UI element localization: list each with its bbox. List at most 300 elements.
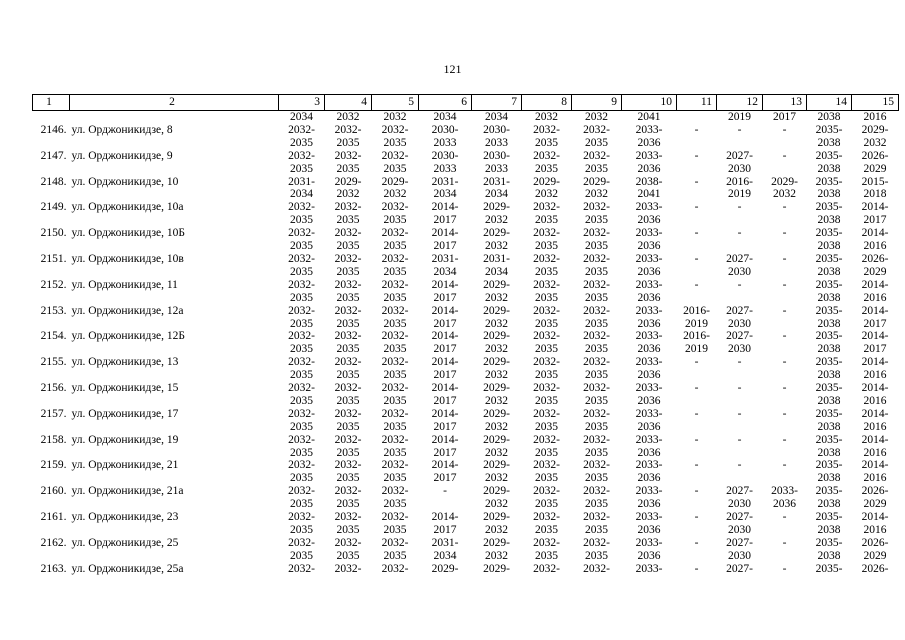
period-end: 2035 <box>290 136 313 149</box>
period-start: 2032- <box>381 330 409 343</box>
row-number: 2163. <box>40 562 67 575</box>
table-row <box>33 253 899 279</box>
period-cell <box>522 176 572 202</box>
period-cell <box>419 356 472 382</box>
period-end <box>677 163 717 176</box>
period-cell <box>279 563 325 589</box>
period-start: 2030- <box>483 149 510 162</box>
period-cell <box>325 459 372 485</box>
period-end <box>763 421 807 434</box>
period-cell <box>763 150 807 176</box>
period-end: 2038 <box>817 498 841 511</box>
period-cell <box>763 434 807 460</box>
row-number: 2160. <box>40 485 67 498</box>
period-end: 2019 <box>685 317 708 330</box>
period-start: 2032- <box>533 407 560 420</box>
period-end: 2035 <box>290 317 313 330</box>
year-cell: 2034 <box>433 111 457 123</box>
period-end: 2017 <box>433 240 457 253</box>
period-start: - <box>782 536 787 549</box>
period-end: 2036 <box>637 472 661 485</box>
period-start: 2014- <box>431 459 459 472</box>
period-end: 2035 <box>383 472 407 485</box>
period-end: 2032 <box>485 394 508 407</box>
period-start: 2032- <box>288 459 315 472</box>
period-start: - <box>694 536 699 549</box>
period-end: 2029 <box>863 549 887 562</box>
period-start: 2032- <box>334 382 362 395</box>
period-end: 2035 <box>383 394 407 407</box>
period-cell <box>419 305 472 331</box>
period-end: 2016 <box>863 291 887 304</box>
period-cell <box>717 330 763 356</box>
period-start: 2032- <box>381 227 409 240</box>
period-end: 2032 <box>485 317 508 330</box>
period-start: 2035- <box>815 407 843 420</box>
period-end: 2036 <box>637 394 661 407</box>
period-cell <box>572 537 622 563</box>
year-cell: 2016 <box>863 111 887 123</box>
period-cell <box>325 305 372 331</box>
period-end: 2035 <box>535 343 558 356</box>
period-end: 2035 <box>336 291 360 304</box>
period-end: 2034 <box>433 549 457 562</box>
period-cell <box>572 434 622 460</box>
period-cell <box>372 150 419 176</box>
period-start: - <box>737 407 742 420</box>
table-row <box>33 124 899 150</box>
period-end: 2017 <box>433 369 457 382</box>
period-end: 2035 <box>290 394 313 407</box>
period-end <box>419 498 472 511</box>
period-start: 2027- <box>726 330 753 343</box>
period-cell <box>472 485 522 511</box>
period-cell <box>325 124 372 150</box>
period-start: - <box>782 459 787 472</box>
period-end: 2035 <box>585 524 608 536</box>
header-row <box>33 95 899 111</box>
period-start: - <box>782 201 787 214</box>
period-start: 2032- <box>381 562 409 575</box>
period-cell <box>807 124 852 150</box>
period-start: 2032- <box>334 536 362 549</box>
table-row <box>33 408 899 434</box>
period-start: 2016- <box>683 304 710 317</box>
period-end <box>677 188 717 201</box>
period-cell <box>325 150 372 176</box>
period-start: 2029- <box>483 356 510 369</box>
column-header-14: 14 <box>807 95 852 111</box>
period-cell <box>325 563 372 589</box>
period-start: 2032- <box>583 511 610 524</box>
year-cell: 2034 <box>290 111 313 123</box>
row-number: 2156. <box>40 382 67 395</box>
period-start: 2032- <box>381 356 409 369</box>
period-end: 2016 <box>863 446 887 459</box>
period-end: 2035 <box>535 420 558 433</box>
period-cell <box>325 485 372 511</box>
period-start: - <box>782 433 787 446</box>
period-cell <box>677 253 717 279</box>
period-start: - <box>782 407 787 420</box>
period-cell <box>717 279 763 305</box>
period-start: 2032- <box>288 485 315 498</box>
period-cell <box>279 408 325 434</box>
year-cell: 2032 <box>383 111 407 123</box>
period-cell <box>622 356 677 382</box>
period-end: 2032 <box>485 369 508 382</box>
period-cell <box>522 434 572 460</box>
period-cell <box>677 124 717 150</box>
table-row <box>33 459 899 485</box>
period-end <box>677 472 717 485</box>
period-start: 2032- <box>583 459 610 472</box>
period-end <box>372 576 419 589</box>
period-end: 2035 <box>290 446 313 459</box>
period-end: 2036 <box>637 291 661 304</box>
period-cell <box>279 434 325 460</box>
period-start: 2026- <box>861 149 889 162</box>
period-end: 2035 <box>585 498 608 511</box>
period-end: 2036 <box>637 369 661 382</box>
period-end: 2016 <box>863 394 887 407</box>
period-cell <box>279 485 325 511</box>
period-end: 2033 <box>433 162 457 175</box>
period-start: - <box>694 356 699 369</box>
period-end: 2038 <box>817 369 841 382</box>
period-start: 2035- <box>815 536 843 549</box>
address-cell: ул. Орджоникидзе, 21 <box>71 459 179 472</box>
period-end: 2035 <box>535 136 558 149</box>
period-cell <box>419 279 472 305</box>
column-header-4: 4 <box>325 95 372 111</box>
period-end: 2016 <box>863 420 887 433</box>
period-start: 2029- <box>483 304 510 317</box>
period-end <box>717 421 763 434</box>
period-cell <box>372 124 419 150</box>
period-end: 2038 <box>817 188 841 201</box>
period-end: 2035 <box>290 240 313 253</box>
period-end: 2017 <box>863 317 887 330</box>
period-end: 2032 <box>383 188 407 201</box>
period-end <box>279 576 325 589</box>
period-cell <box>852 511 899 537</box>
period-cell <box>852 434 899 460</box>
period-start: 2027- <box>726 252 753 265</box>
period-cell <box>852 408 899 434</box>
row-number: 2159. <box>40 459 67 472</box>
period-cell <box>372 176 419 202</box>
year-cell: 2038 <box>817 111 841 123</box>
period-start: 2032- <box>288 382 315 395</box>
period-cell <box>325 176 372 202</box>
table-row <box>33 150 899 176</box>
period-cell <box>472 124 522 150</box>
period-cell <box>472 459 522 485</box>
period-end: 2034 <box>290 188 313 201</box>
address-cell: ул. Орджоникидзе, 11 <box>71 278 178 291</box>
period-end: 2036 <box>637 317 661 330</box>
period-end: 2035 <box>336 162 360 175</box>
period-start: 2032- <box>334 123 362 136</box>
address-cell: ул. Орджоникидзе, 8 <box>71 123 173 136</box>
period-end <box>852 576 899 589</box>
period-cell <box>372 382 419 408</box>
period-cell <box>852 356 899 382</box>
period-cell <box>419 201 472 227</box>
period-cell <box>522 227 572 253</box>
period-start: 2032- <box>583 407 610 420</box>
period-cell <box>717 176 763 202</box>
period-end <box>677 292 717 305</box>
period-end: 2038 <box>817 214 841 227</box>
period-cell <box>677 563 717 589</box>
period-end: 2035 <box>290 420 313 433</box>
period-start: 2032- <box>334 407 362 420</box>
period-start: 2035- <box>815 459 843 472</box>
period-end <box>419 576 472 589</box>
period-end: 2032 <box>485 343 508 356</box>
period-start: - <box>737 433 742 446</box>
period-end: 2035 <box>535 549 558 562</box>
period-cell <box>372 305 419 331</box>
table-row <box>33 511 899 537</box>
period-start: 2032- <box>288 123 315 136</box>
period-cell <box>419 227 472 253</box>
period-cell <box>419 150 472 176</box>
period-cell <box>717 382 763 408</box>
address-cell: ул. Орджоникидзе, 25а <box>71 562 184 575</box>
address-cell: ул. Орджоникидзе, 10а <box>71 201 184 214</box>
address-cell: ул. Орджоникидзе, 10в <box>71 252 184 265</box>
year-cell: 2032 <box>336 111 360 123</box>
period-cell <box>419 176 472 202</box>
period-start: 2035- <box>815 123 843 136</box>
period-start: 2032- <box>288 304 315 317</box>
period-end: 2038 <box>817 549 841 562</box>
period-start: 2014- <box>431 407 459 420</box>
period-start: 2033- <box>635 562 663 575</box>
period-start: - <box>737 382 742 395</box>
period-end: 2017 <box>433 343 457 356</box>
period-end: 2035 <box>383 265 407 278</box>
period-start: 2033- <box>635 407 663 420</box>
period-cell <box>852 201 899 227</box>
period-end: 2036 <box>637 240 661 253</box>
column-header-6: 6 <box>419 95 472 111</box>
period-start: 2029- <box>861 123 889 136</box>
period-start: - <box>782 356 787 369</box>
period-end: 2035 <box>535 162 558 175</box>
period-cell <box>472 356 522 382</box>
period-start: 2026- <box>861 485 889 498</box>
period-cell <box>325 279 372 305</box>
row-number: 2149. <box>40 201 67 214</box>
period-cell <box>852 382 899 408</box>
period-start: 2029- <box>533 175 560 188</box>
row-number: 2162. <box>40 536 67 549</box>
period-start: - <box>782 562 787 575</box>
period-start: 2014- <box>861 356 889 369</box>
period-cell <box>763 459 807 485</box>
period-start: 2032- <box>288 278 315 291</box>
period-start: - <box>782 227 787 240</box>
period-start: 2014- <box>431 201 459 214</box>
period-end: 2035 <box>585 162 608 175</box>
period-end <box>763 266 807 279</box>
period-end: 2035 <box>290 498 313 511</box>
period-end: 2035 <box>585 369 608 382</box>
period-cell <box>807 434 852 460</box>
period-start: 2015- <box>861 175 889 188</box>
period-cell <box>763 382 807 408</box>
period-end: 2036 <box>637 524 661 536</box>
period-end: 2035 <box>585 265 608 278</box>
period-cell <box>279 356 325 382</box>
period-end <box>717 369 763 382</box>
period-end: 2016 <box>863 472 887 485</box>
period-cell <box>472 408 522 434</box>
period-cell <box>325 253 372 279</box>
column-header-3: 3 <box>279 95 325 111</box>
period-end: 2033 <box>485 162 508 175</box>
period-start: 2032- <box>583 123 610 136</box>
period-start: 2014- <box>861 407 889 420</box>
period-start: 2014- <box>861 304 889 317</box>
period-start: 2032- <box>533 356 560 369</box>
period-cell <box>372 563 419 589</box>
address-cell: ул. Орджоникидзе, 10 <box>71 175 179 188</box>
period-end: 2035 <box>535 446 558 459</box>
period-end: 2038 <box>817 394 841 407</box>
period-start: 2032- <box>288 511 315 524</box>
period-end: 2035 <box>383 162 407 175</box>
period-start: - <box>694 123 699 136</box>
address-cell: ул. Орджоникидзе, 12Б <box>71 330 185 343</box>
column-header-1: 1 <box>33 95 70 111</box>
period-end <box>763 163 807 176</box>
period-cell <box>522 382 572 408</box>
column-header-10: 10 <box>622 95 677 111</box>
row-number: 2157. <box>40 407 67 420</box>
period-end: 2035 <box>535 240 558 253</box>
period-cell <box>622 279 677 305</box>
period-start: 2029- <box>483 382 510 395</box>
table-row <box>33 356 899 382</box>
period-start: - <box>694 252 699 265</box>
period-cell <box>522 253 572 279</box>
period-start: 2032- <box>533 433 560 446</box>
period-start: 2031- <box>483 175 510 188</box>
period-start: 2027- <box>726 149 753 162</box>
period-end: 2035 <box>290 162 313 175</box>
period-end: 2035 <box>585 446 608 459</box>
period-start: 2032- <box>583 252 610 265</box>
period-end: 2019 <box>728 188 751 201</box>
period-end <box>677 524 717 537</box>
period-end: 2029 <box>863 498 887 511</box>
table-row <box>33 563 899 589</box>
period-cell <box>807 227 852 253</box>
period-start: 2033- <box>635 278 663 291</box>
period-end: 2036 <box>637 498 661 511</box>
period-start: 2035- <box>815 562 843 575</box>
period-start: - <box>782 149 787 162</box>
table-row <box>33 485 899 511</box>
period-cell <box>372 356 419 382</box>
period-cell <box>325 537 372 563</box>
period-cell <box>622 176 677 202</box>
period-cell <box>807 511 852 537</box>
period-cell <box>677 227 717 253</box>
period-end <box>763 240 807 253</box>
period-start: 2033- <box>635 201 663 214</box>
period-start: 2032- <box>583 201 610 214</box>
column-header-9: 9 <box>572 95 622 111</box>
period-end <box>677 395 717 408</box>
period-end: 2035 <box>336 420 360 433</box>
period-end: 2035 <box>585 472 608 485</box>
year-cell: 2019 <box>728 111 751 123</box>
period-cell <box>279 459 325 485</box>
period-end: 2035 <box>336 369 360 382</box>
period-cell <box>279 537 325 563</box>
period-end: 2035 <box>383 369 407 382</box>
period-end: 2035 <box>383 214 407 227</box>
table-row <box>33 382 899 408</box>
period-cell <box>419 408 472 434</box>
period-end: 2035 <box>290 343 313 356</box>
period-cell <box>279 201 325 227</box>
period-start: 2032- <box>381 459 409 472</box>
period-start: - <box>782 511 787 524</box>
period-start: 2032- <box>533 485 560 498</box>
period-cell <box>852 563 899 589</box>
period-end: 2038 <box>817 343 841 356</box>
period-start: 2014- <box>861 201 889 214</box>
period-cell <box>522 459 572 485</box>
column-header-15: 15 <box>852 95 899 111</box>
table-row <box>33 201 899 227</box>
period-end: 2016 <box>863 524 887 536</box>
period-start: 2032- <box>288 252 315 265</box>
period-end: 2035 <box>535 291 558 304</box>
period-cell <box>372 459 419 485</box>
period-cell <box>763 124 807 150</box>
period-end: 2038 <box>817 524 841 536</box>
period-cell <box>325 201 372 227</box>
period-start: - <box>737 123 742 136</box>
period-end: 2017 <box>863 343 887 356</box>
period-end: 2032 <box>585 188 608 201</box>
period-start: 2033- <box>771 485 798 498</box>
period-start: 2035- <box>815 149 843 162</box>
period-start: 2029- <box>483 407 510 420</box>
period-cell <box>572 305 622 331</box>
period-start: 2032- <box>583 562 610 575</box>
address-cell: ул. Орджоникидзе, 19 <box>71 433 179 446</box>
period-end: 2030 <box>728 498 751 511</box>
period-start: 2032- <box>334 459 362 472</box>
period-start: 2032- <box>381 536 409 549</box>
period-end <box>325 576 372 589</box>
period-start: 2032- <box>533 201 560 214</box>
period-end: 2032 <box>336 188 360 201</box>
period-start: 2033- <box>635 149 663 162</box>
period-start: 2029- <box>431 562 459 575</box>
period-start: 2035- <box>815 304 843 317</box>
period-end: 2038 <box>817 240 841 253</box>
